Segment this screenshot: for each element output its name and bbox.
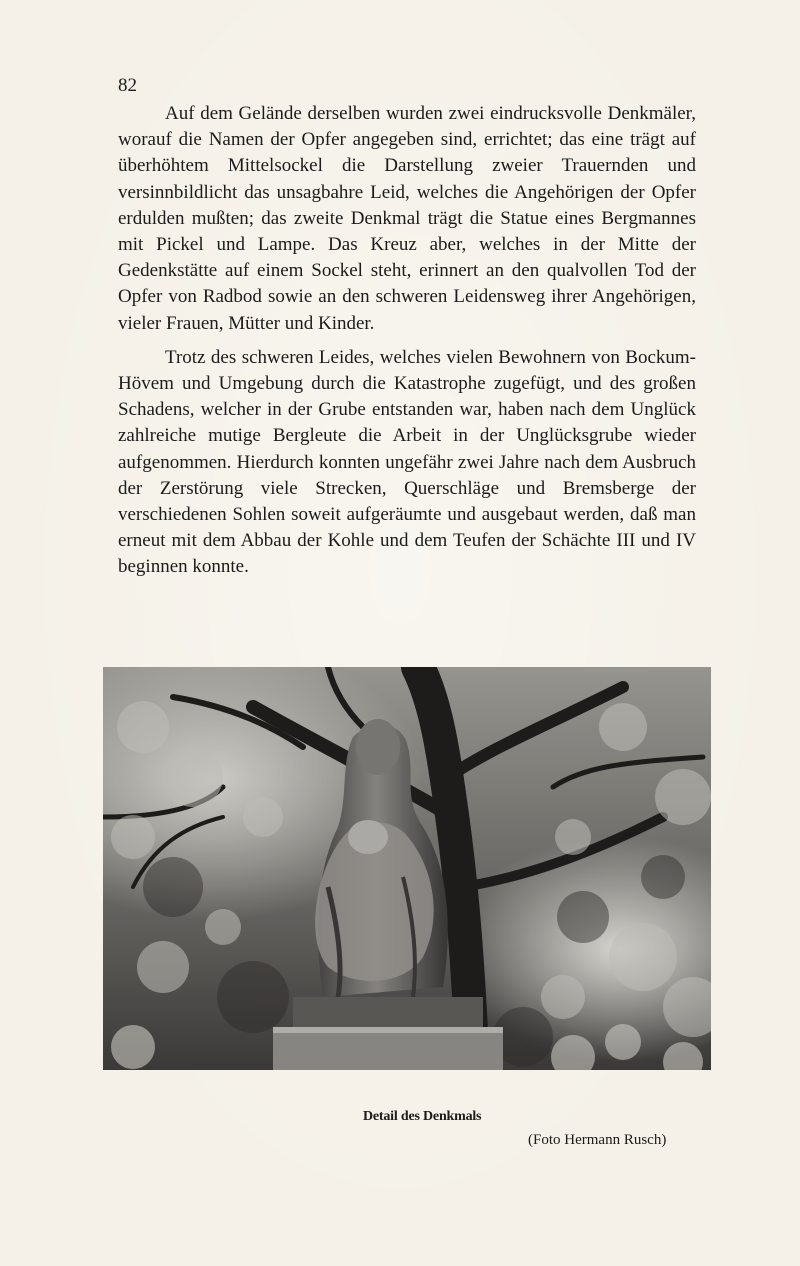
page-number: 82 [118, 75, 137, 96]
body-text [118, 101, 696, 581]
photo-credit: (Foto Hermann Rusch) [528, 1132, 667, 1148]
paragraph-2: Trotz des schweren Leides, welches vielen Bewohnern von Bockum-Hövem und Umgebung durch die Katastrophe zugefügt, und des großen Schadens, welcher in der Grube entstanden war, haben nach dem Unglück zahlreiche mutige Bergleute die Arbeit in der Unglücksgrube wieder aufgenommen. Hierdurch konnten ungefähr zwei Jahre nach dem Ausbruch der Zerstörung viele Strecken, Querschläge und Bremsberge der verschiedenen Sohlen soweit aufgeräumte und ausgebaut werden, daß man erneut mit dem Abbau der Kohle und dem Teufen der Schächte III und IV beginnen konnte. [118, 346, 696, 578]
paragraph-1: Auf dem Gelände derselben wurden zwei eindrucksvolle Denkmäler, worauf die Namen der Opfer angegeben sind, errichtet; das eine trägt auf überhöhtem Mittelsockel die Darstellung zweier Trauernden und versinnbildlicht das unsagbahre Leid, welches die Angehörigen der Opfer erdulden mußten; das zweite Denkmal trägt die Statue eines Bergmannes mit Pickel und Lampe. Das Kreuz aber, welches in der Mitte der Gedenkstätte auf einem Sockel steht, erinnert an den qualvollen Tod der Opfer von Radbod sowie an den schweren Leidensweg ihrer Angehörigen, vieler Frauen, Mütter und Kinder. [118, 103, 696, 334]
figure-caption: Detail des Denkmals [363, 1109, 482, 1124]
monument-photo [103, 667, 711, 1070]
